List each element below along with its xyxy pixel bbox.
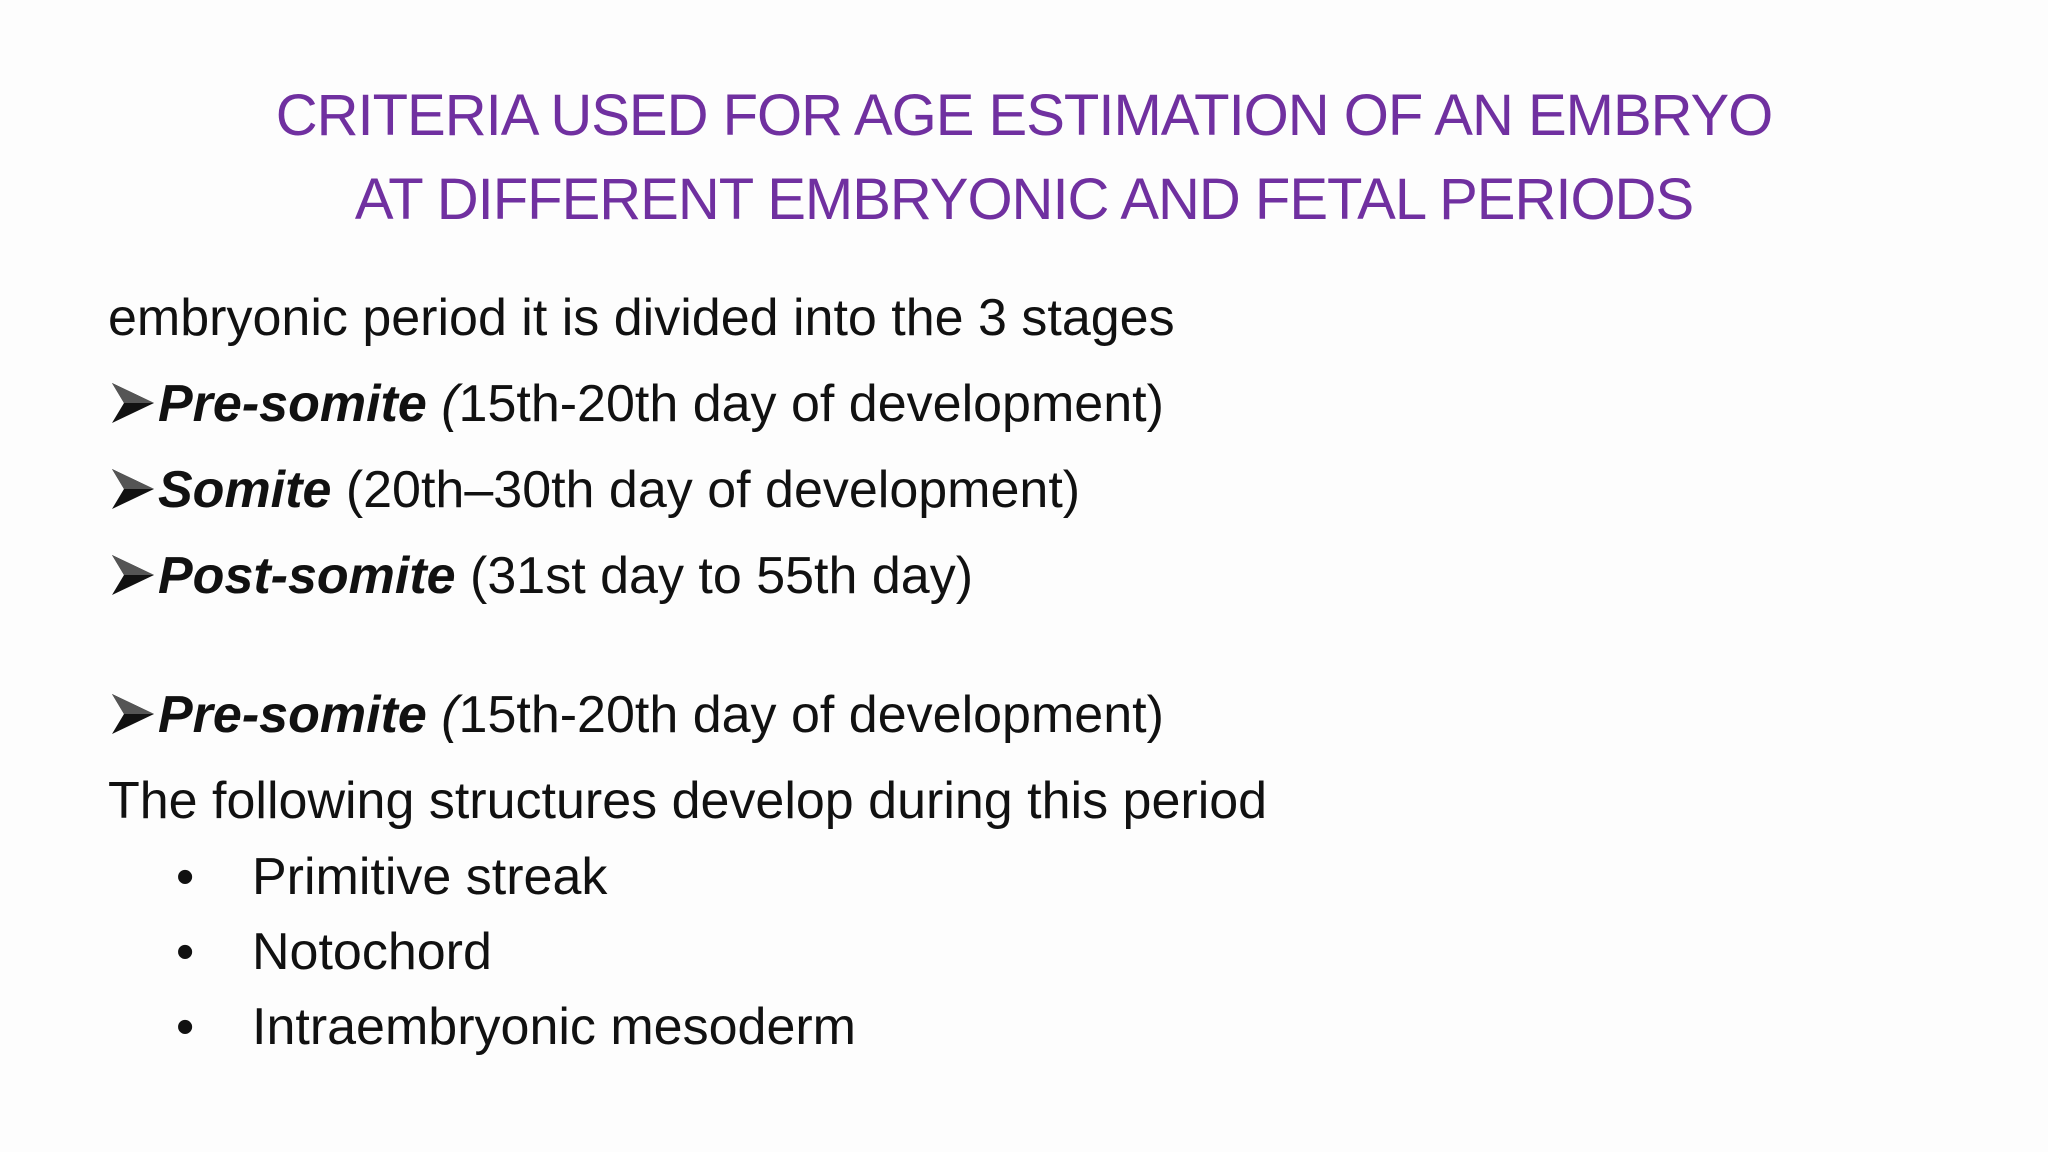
stage-range: 31st day to 55th day)	[487, 547, 974, 605]
stage-term: Somite	[158, 461, 332, 519]
arrowhead-icon	[110, 381, 156, 425]
stage-term: Pre-somite	[158, 686, 427, 744]
bullet-icon: •	[176, 848, 195, 906]
title-line-2: AT DIFFERENT EMBRYONIC AND FETAL PERIODS	[354, 167, 1694, 232]
stage-item-pre-somite	[110, 372, 1164, 436]
focus-stage-heading	[110, 683, 1164, 747]
stage-term: Post-somite	[158, 547, 456, 605]
stage-range: 15th-20th day of development)	[458, 375, 1164, 433]
stage-paren: (	[426, 375, 459, 433]
slide-title	[0, 74, 2048, 242]
stage-paren: (	[455, 547, 488, 605]
stage-term: Pre-somite	[158, 375, 427, 433]
title-line-1: CRITERIA USED FOR AGE ESTIMATION OF AN EMBRYO	[275, 83, 1773, 148]
arrowhead-icon	[110, 553, 156, 597]
stage-range: 20th–30th day of development)	[363, 461, 1081, 519]
stage-paren: (	[331, 461, 364, 519]
stage-item-somite	[110, 458, 1080, 522]
intro-text: embryonic period it is divided into the 3 stages	[108, 289, 1175, 347]
stage-paren: (	[426, 686, 459, 744]
bullet-icon: •	[176, 923, 195, 981]
structures-intro: The following structures develop during this period	[108, 772, 1268, 830]
structure-label: Intraembryonic mesoderm	[252, 998, 856, 1056]
bullet-icon: •	[176, 998, 195, 1056]
structure-label: Notochord	[252, 923, 492, 981]
arrowhead-icon	[110, 467, 156, 511]
stage-range: 15th-20th day of development)	[458, 686, 1164, 744]
structure-label: Primitive streak	[252, 848, 608, 906]
stage-item-post-somite	[110, 544, 973, 608]
arrowhead-icon	[110, 692, 156, 736]
